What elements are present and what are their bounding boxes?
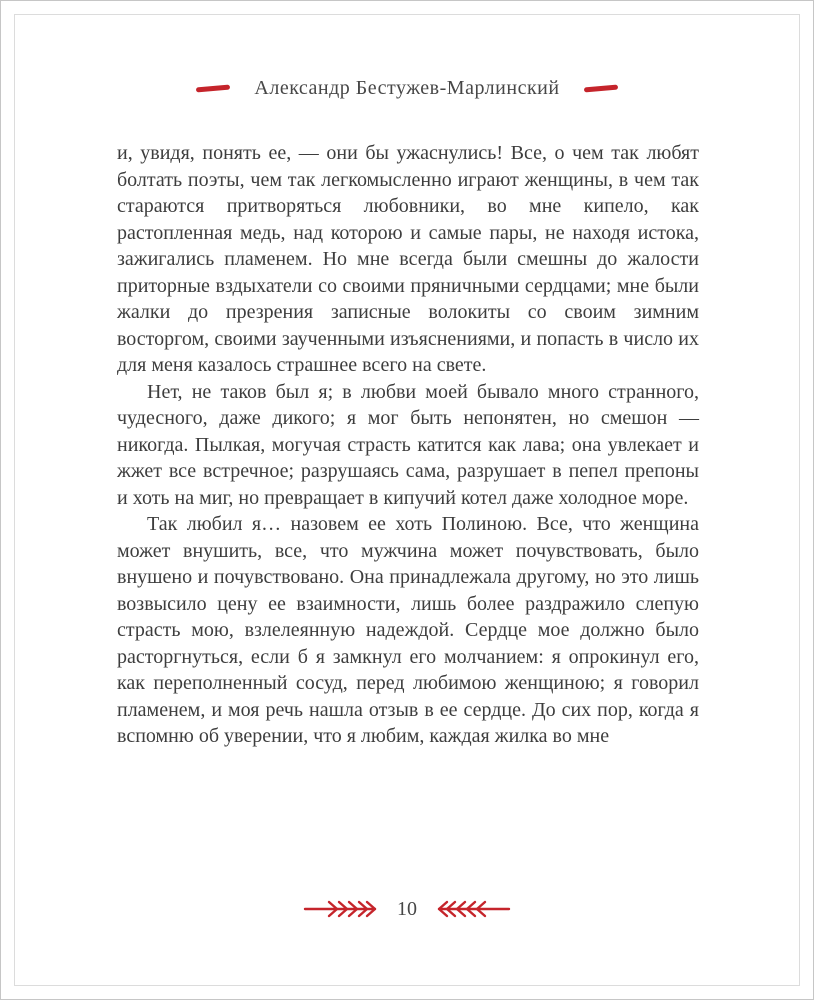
fern-ornament-right-icon [435,899,511,919]
page-number: 10 [397,898,417,920]
fern-ornament-left-icon [303,899,379,919]
paragraph: и, увидя, понять ее, — они бы ужаснулись! Все, о чем так любят болтать поэты, чем так легкомысленно играют женщины, в чем так стараются притворяться любовники, во мне кипело, как растопленная медь, над которою и самые пары, не находя истока, зажигались пламенем. Но мне всегда были смешны до жалости приторные вздыхатели со своими пряничными сердцами; мне были жалки до презрения записные волокиты со своим зимним восторгом, своими заученными изъяснениями, и попасть в число их для меня казалось страшнее всего на свете. [117,142,699,376]
author-name: Александр Бестужев-Марлинский [254,77,560,99]
page-body [117,140,699,750]
paragraph: Нет, не таков был я; в любви моей бывало много странного, чудесного, даже дикого; я мог быть непонятен, но смешон — никогда. Пылкая, могучая страсть катится как лава; она увлекает и жжет все встречное; разрушаясь сама, разрушает в пепел препоны и хоть на миг, но превращает в кипучий котел даже холодное море. [117,380,699,509]
header-dash-left-icon [196,85,230,93]
page-footer [1,899,813,919]
header-dash-right-icon [583,85,617,93]
page-header [1,77,813,100]
paragraph: Так любил я… назовем ее хоть Полиною. Все, что женщина может внушить, все, что мужчина может почувствовать, было внушено и почувствовано. Она принадлежала другому, но это лишь возвысило цену ее взаимности, лишь более раздражило слепую страсть мою, взлелеянную надеждой. Сердце мое должно было расторгнуться, если б я замкнул его молчанием: я опрокинул его, как переполненный сосуд, перед любимою женщиною; я говорил пламенем, и моя речь нашла отзыв в ее сердце. До сих пор, когда я вспомню об уверении, что я любим, каждая жилка во мне [117,513,699,747]
